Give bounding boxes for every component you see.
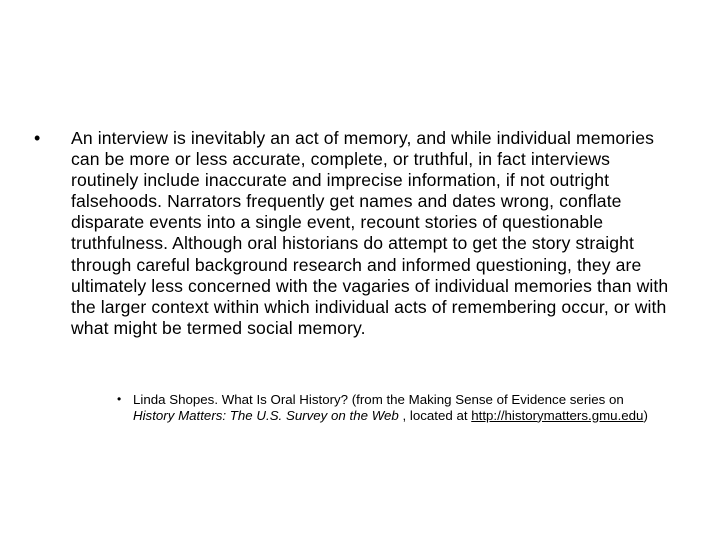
main-bullet-paragraph <box>34 128 684 339</box>
citation-close-paren: ) <box>643 407 648 423</box>
citation-website-title: History Matters: The U.S. Survey on the Web <box>133 407 399 423</box>
citation-located-at: , located at <box>398 407 472 423</box>
citation-author-source: Linda Shopes. What Is Oral History? (from the Making Sense of Evidence series on <box>133 392 624 407</box>
quote-text: An interview is inevitably an act of memory, and while individual memories can be more or less accurate, complete, or truthful, in fact interviews routinely include inaccurate and imprecise information, if not outright falsehoods. Narrators frequently get names and dates wrong, conflate disparate events into a single event, recount stories of questionable truthfulness. Although oral historians do attempt to get the story straight through careful background research and informed questioning, they are ultimately less concerned with the vagaries of individual memories than with the larger context within which individual acts of remembering occur, or with what might be termed social memory. <box>71 128 669 338</box>
citation-link[interactable]: http://historymatters.gmu.edu <box>471 407 644 423</box>
citation-bullet <box>117 392 657 423</box>
bullet-marker: • <box>34 128 41 148</box>
citation-text <box>133 392 653 423</box>
citation-bullet-marker: • <box>117 392 122 406</box>
